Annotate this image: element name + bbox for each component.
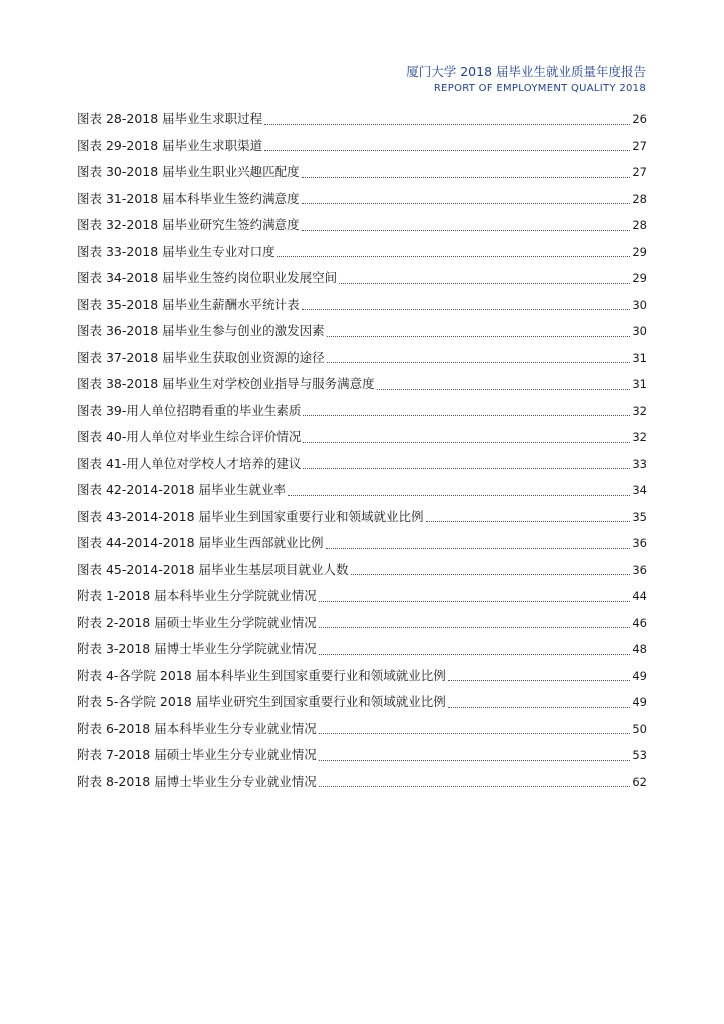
toc-entry[interactable]: [77, 371, 647, 398]
toc-dot-leader: [303, 442, 630, 443]
toc-entry-title: 图表 32-2018 届毕业研究生签约满意度: [77, 217, 300, 232]
toc-dot-leader: [351, 574, 631, 575]
toc-entry-title: 附表 4-各学院 2018 届本科毕业生到国家重要行业和领域就业比例: [77, 667, 446, 683]
toc-entry-title: 附表 1-2018 届本科毕业生分学院就业情况: [77, 588, 317, 603]
toc-entry[interactable]: [77, 239, 647, 266]
toc-entry-page-number: 29: [632, 271, 647, 285]
toc-entry[interactable]: [77, 292, 647, 319]
toc-entry-page-number: 26: [632, 112, 647, 126]
toc-entry-title: 图表 45-2014-2018 届毕业生基层项目就业人数: [77, 561, 349, 577]
header-divider: [76, 100, 646, 101]
toc-entry-page-number: 27: [632, 165, 647, 179]
toc-entry[interactable]: [77, 398, 647, 425]
page-header: [406, 63, 646, 97]
toc-entry-page-number: 31: [632, 350, 647, 365]
toc-entry[interactable]: [77, 133, 647, 160]
toc-entry-page-number: 36: [632, 562, 647, 577]
toc-dot-leader: [319, 601, 631, 602]
toc-entry[interactable]: [77, 716, 647, 743]
toc-entry[interactable]: [77, 106, 647, 133]
toc-entry-page-number: 32: [632, 430, 647, 444]
toc-dot-leader: [327, 362, 631, 363]
toc-dot-leader: [319, 733, 631, 734]
toc-entry-page-number: 28: [632, 218, 647, 232]
toc-dot-leader: [264, 124, 630, 125]
toc-entry-title: 图表 44-2014-2018 届毕业生西部就业比例: [77, 535, 324, 550]
toc-entry-page-number: 32: [632, 403, 647, 418]
toc-entry-page-number: 62: [632, 774, 647, 789]
toc-entry-title: 图表 31-2018 届本科毕业生签约满意度: [77, 190, 300, 206]
toc-entry-page-number: 30: [632, 297, 647, 312]
toc-entry-title: 图表 36-2018 届毕业生参与创业的激发因素: [77, 323, 325, 338]
toc-entry-page-number: 49: [632, 695, 647, 709]
toc-entry[interactable]: [77, 186, 647, 213]
toc-entry[interactable]: [77, 663, 647, 690]
toc-entry-title: 图表 37-2018 届毕业生获取创业资源的途径: [77, 349, 325, 365]
toc-dot-leader: [377, 389, 631, 390]
toc-entry-page-number: 30: [632, 324, 647, 338]
toc-entry-title: 图表 28-2018 届毕业生求职过程: [77, 111, 263, 126]
toc-entry[interactable]: [77, 318, 647, 345]
toc-entry-page-number: 49: [632, 668, 647, 683]
toc-entry[interactable]: [77, 689, 647, 716]
toc-dot-leader: [302, 309, 631, 310]
toc-entry-page-number: 35: [632, 509, 647, 524]
toc-entry[interactable]: [77, 212, 647, 239]
toc-entry[interactable]: [77, 742, 647, 769]
toc-entry-title: 图表 39-用人单位招聘看重的毕业生素质: [77, 402, 302, 418]
toc-entry-title: 图表 38-2018 届毕业生对学校创业指导与服务满意度: [77, 376, 375, 391]
toc-entry-page-number: 46: [632, 615, 647, 630]
toc-entry-title: 图表 42-2014-2018 届毕业生就业率: [77, 482, 286, 497]
toc-entry-title: 附表 5-各学院 2018 届毕业研究生到国家重要行业和领域就业比例: [77, 694, 446, 709]
toc-dot-leader: [302, 177, 631, 178]
toc-entry[interactable]: [77, 504, 647, 531]
toc-entry-page-number: 48: [632, 642, 647, 656]
toc-entry-page-number: 50: [632, 721, 647, 736]
toc-entry[interactable]: [77, 530, 647, 557]
toc-entry[interactable]: [77, 159, 647, 186]
toc-dot-leader: [302, 203, 631, 204]
toc-entry-page-number: 36: [632, 536, 647, 550]
toc-entry-title: 附表 2-2018 届硕士毕业生分学院就业情况: [77, 614, 317, 630]
toc-dot-leader: [448, 707, 631, 708]
toc-dot-leader: [277, 256, 631, 257]
toc-dot-leader: [264, 150, 630, 151]
table-of-contents: [77, 106, 647, 795]
toc-dot-leader: [302, 230, 631, 231]
toc-entry-page-number: 33: [632, 456, 647, 471]
toc-entry-title: 附表 8-2018 届博士毕业生分专业就业情况: [77, 773, 317, 789]
toc-entry[interactable]: [77, 557, 647, 584]
toc-dot-leader: [426, 521, 631, 522]
toc-entry[interactable]: [77, 424, 647, 451]
toc-entry-title: 附表 3-2018 届博士毕业生分学院就业情况: [77, 641, 317, 656]
toc-entry-title: 图表 33-2018 届毕业生专业对口度: [77, 243, 275, 259]
toc-entry-page-number: 27: [632, 138, 647, 153]
toc-entry[interactable]: [77, 769, 647, 796]
toc-entry-title: 图表 34-2018 届毕业生签约岗位职业发展空间: [77, 270, 338, 285]
toc-dot-leader: [326, 548, 631, 549]
toc-entry[interactable]: [77, 610, 647, 637]
toc-entry-title: 图表 35-2018 届毕业生薪酬水平统计表: [77, 296, 300, 312]
toc-entry-page-number: 29: [632, 244, 647, 259]
toc-entry-page-number: 31: [632, 377, 647, 391]
toc-entry-title: 图表 30-2018 届毕业生职业兴趣匹配度: [77, 164, 300, 179]
toc-dot-leader: [339, 283, 630, 284]
toc-dot-leader: [303, 468, 630, 469]
toc-dot-leader: [319, 760, 631, 761]
toc-entry-page-number: 28: [632, 191, 647, 206]
toc-entry-title: 附表 7-2018 届硕士毕业生分专业就业情况: [77, 747, 317, 762]
toc-entry[interactable]: [77, 345, 647, 372]
toc-entry-page-number: 53: [632, 748, 647, 762]
toc-dot-leader: [319, 654, 631, 655]
toc-dot-leader: [319, 786, 631, 787]
header-subtitle: REPORT OF EMPLOYMENT QUALITY 2018: [433, 83, 646, 94]
toc-dot-leader: [288, 495, 630, 496]
toc-entry-title: 图表 40-用人单位对毕业生综合评价情况: [77, 429, 302, 444]
toc-entry-title: 图表 43-2014-2018 届毕业生到国家重要行业和领域就业比例: [77, 508, 424, 524]
toc-dot-leader: [327, 336, 631, 337]
toc-entry[interactable]: [77, 451, 647, 478]
toc-entry[interactable]: [77, 477, 647, 504]
toc-dot-leader: [448, 680, 631, 681]
toc-entry[interactable]: [77, 636, 647, 663]
header-title: 厦门大学 2018 届毕业生就业质量年度报告: [406, 64, 646, 79]
toc-dot-leader: [319, 627, 631, 628]
toc-entry-title: 附表 6-2018 届本科毕业生分专业就业情况: [77, 720, 317, 736]
toc-entry[interactable]: [77, 265, 647, 292]
toc-entry-title: 图表 29-2018 届毕业生求职渠道: [77, 137, 263, 153]
toc-entry-page-number: 34: [632, 483, 647, 497]
toc-entry-title: 图表 41-用人单位对学校人才培养的建议: [77, 455, 302, 471]
toc-entry[interactable]: [77, 583, 647, 610]
toc-entry-page-number: 44: [632, 589, 647, 603]
toc-dot-leader: [303, 415, 630, 416]
